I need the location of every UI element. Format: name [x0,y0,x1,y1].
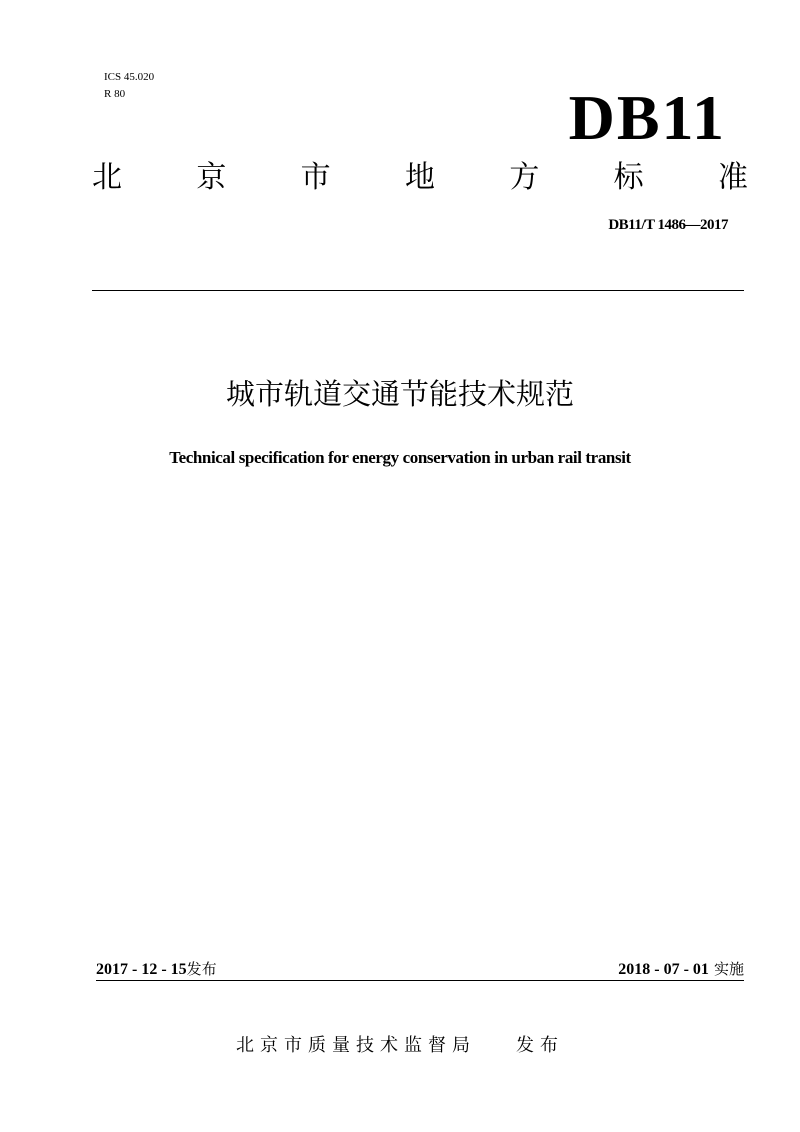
implementation-date-block [618,958,744,979]
standard-type-char: 准 [717,160,748,195]
issue-label: 发布 [186,960,217,978]
dates-row [96,958,744,980]
header-divider [92,290,744,291]
standard-type-heading [92,158,748,198]
publisher-label: 发布 [516,1035,564,1056]
db11-logo: DB11 [568,82,726,153]
document-title-chinese: 城市轨道交通节能技术规范 [225,377,574,411]
issue-date-block [96,958,217,979]
ccs-code: R 80 [104,88,126,100]
implementation-label: 实施 [713,960,744,978]
standard-type-char: 标 [613,160,644,195]
standard-number: DB11/T 1486—2017 [608,217,728,233]
implementation-date: 2018 - 07 - 01 [618,961,709,978]
issue-date: 2017 - 12 - 15 [96,961,187,978]
ics-code: ICS 45.020 [104,71,155,83]
publisher-name: 北京市质量技术监督局 [236,1035,476,1056]
classification-block [104,69,154,103]
publisher-line [0,1031,800,1057]
standard-type-char: 京 [196,160,227,195]
standard-type-char: 北 [92,160,122,195]
standard-type-char: 地 [404,160,435,195]
standard-type-char: 方 [509,160,540,195]
standard-type-char: 市 [300,160,331,195]
footer-divider [96,980,744,981]
document-title-english: Technical specification for energy conservation in urban rail transit [169,448,631,467]
